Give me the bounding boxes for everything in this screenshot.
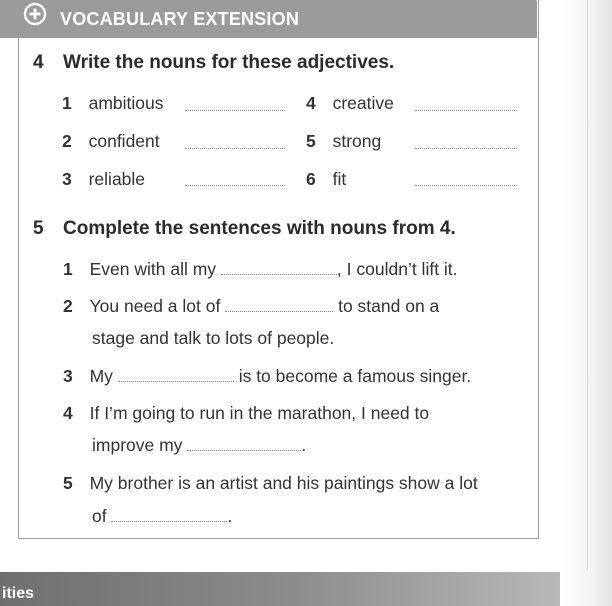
exercise-instruction: Complete the sentences with nouns from 4. <box>63 218 456 239</box>
item-number: 5 <box>63 473 73 493</box>
sentence-text: My <box>89 366 113 386</box>
sentence-text: . <box>301 435 307 455</box>
sentence-text: is to become a famous singer. <box>238 366 472 386</box>
adjective: strong <box>332 131 382 151</box>
exercise-5-title <box>33 218 456 240</box>
answer-blank[interactable] <box>221 274 337 275</box>
answer-blank-4[interactable] <box>415 109 517 111</box>
word-item-3 <box>62 169 145 190</box>
answer-blank-3[interactable] <box>185 184 285 186</box>
sentence-text: Even with all my <box>89 259 217 279</box>
sentence-5 <box>63 473 478 494</box>
sentence-2-line-2 <box>92 328 334 349</box>
vocabulary-extension-header <box>0 0 537 38</box>
item-number: 4 <box>306 93 316 113</box>
answer-blank-1[interactable] <box>185 109 285 111</box>
answer-blank[interactable] <box>118 381 234 382</box>
sentence-text: You need a lot of <box>89 296 221 316</box>
answer-blank[interactable] <box>225 311 333 312</box>
exercise-number: 4 <box>33 52 44 73</box>
adjective: reliable <box>88 169 146 189</box>
word-item-6 <box>306 169 346 190</box>
answer-blank-5[interactable] <box>415 147 517 149</box>
footer-bar <box>0 572 560 606</box>
item-number: 5 <box>306 131 316 151</box>
adjective: confident <box>88 131 160 151</box>
sentence-3 <box>63 366 471 387</box>
answer-blank-2[interactable] <box>185 147 285 149</box>
sentence-text: to stand on a <box>338 296 440 316</box>
sentence-text: of <box>92 506 107 526</box>
exercise-number: 5 <box>33 218 44 239</box>
word-item-5 <box>306 131 381 152</box>
sentence-text: If I’m going to run in the marathon, I need to <box>89 403 430 423</box>
sentence-text: stage and talk to lots of people. <box>92 328 335 348</box>
item-number: 6 <box>306 169 316 189</box>
item-number: 2 <box>62 131 72 151</box>
section-title: VOCABULARY EXTENSION <box>60 9 300 29</box>
plus-circle-icon <box>23 2 47 26</box>
sentence-2 <box>63 296 439 317</box>
adjective: ambitious <box>88 93 164 113</box>
item-number: 1 <box>63 259 73 279</box>
exercise-4-title <box>33 52 394 74</box>
sentence-text: , I couldn’t lift it. <box>336 259 458 279</box>
adjective: creative <box>332 93 394 113</box>
page-edge <box>560 0 612 606</box>
item-number: 3 <box>62 169 72 189</box>
adjective: fit <box>332 169 347 189</box>
item-number: 3 <box>63 366 73 386</box>
answer-blank[interactable] <box>111 521 227 522</box>
footer-section-label: ities <box>2 585 35 602</box>
word-item-1 <box>62 93 164 114</box>
sentence-5-line-2 <box>92 506 232 527</box>
item-number: 1 <box>62 93 72 113</box>
page-edge-rule <box>587 0 588 570</box>
sentence-text: My brother is an artist and his paintings show a lot <box>89 473 478 493</box>
exercise-instruction: Write the nouns for these adjectives. <box>63 52 395 73</box>
sentence-text: . <box>227 506 233 526</box>
item-number: 2 <box>63 296 73 316</box>
sentence-4-line-2 <box>92 435 306 456</box>
word-item-4 <box>306 93 394 114</box>
sentence-4 <box>63 403 429 424</box>
answer-blank-6[interactable] <box>415 184 517 186</box>
sentence-text: improve my <box>92 435 183 455</box>
word-item-2 <box>62 131 160 152</box>
sentence-1 <box>63 259 458 280</box>
answer-blank[interactable] <box>187 450 301 451</box>
item-number: 4 <box>63 403 73 423</box>
